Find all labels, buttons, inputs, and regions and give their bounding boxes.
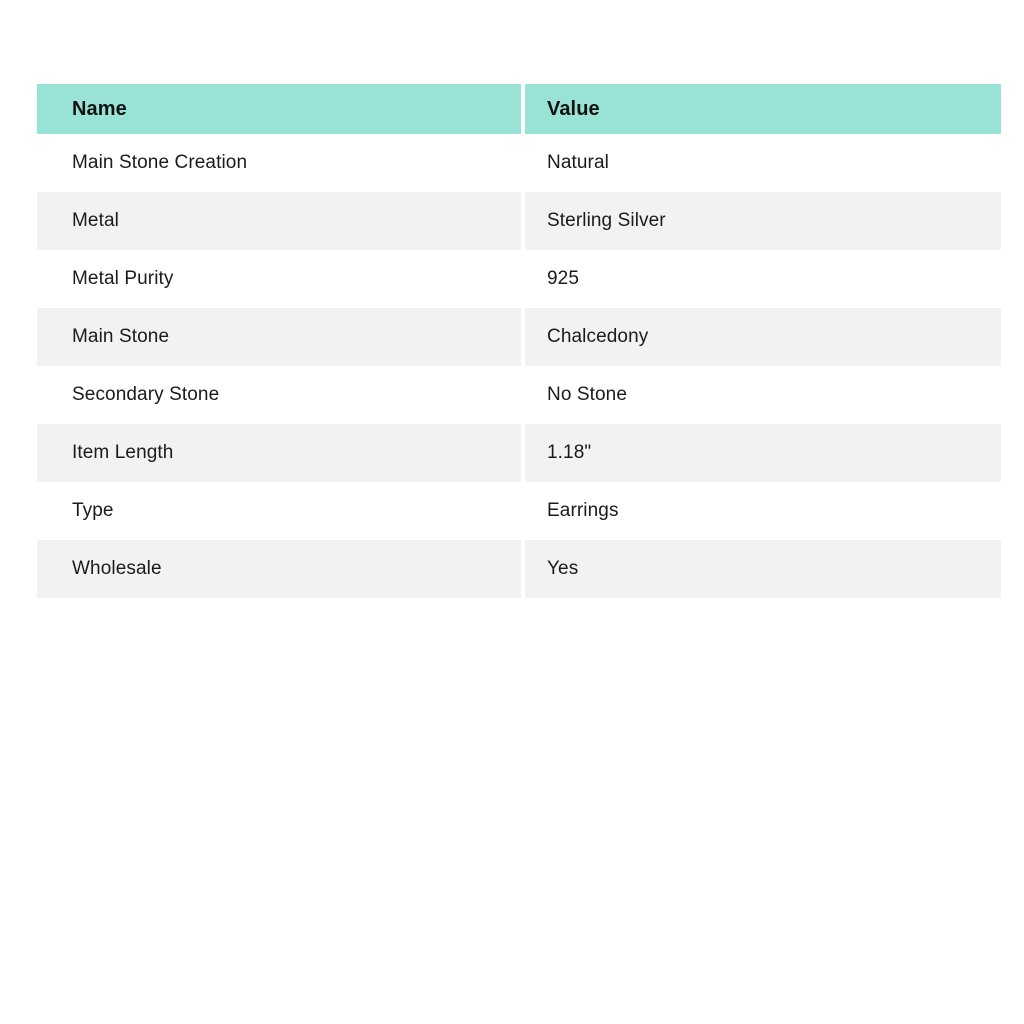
table-cell-name: Metal — [37, 192, 521, 250]
table-row — [37, 250, 1001, 308]
table-cell-value: Earrings — [525, 482, 1001, 540]
table-cell-value: Chalcedony — [525, 308, 1001, 366]
table-cell-name: Item Length — [37, 424, 521, 482]
table-row — [37, 192, 1001, 250]
table-cell-value: No Stone — [525, 366, 1001, 424]
table-row — [37, 366, 1001, 424]
table-cell-value: 925 — [525, 250, 1001, 308]
header-cell-name: Name — [37, 84, 521, 134]
table-cell-name: Type — [37, 482, 521, 540]
table-cell-name: Wholesale — [37, 540, 521, 598]
table-row — [37, 540, 1001, 598]
table-cell-name: Main Stone Creation — [37, 134, 521, 192]
header-cell-value: Value — [525, 84, 1001, 134]
table-body — [37, 134, 1001, 598]
table-cell-value: Natural — [525, 134, 1001, 192]
table-cell-name: Main Stone — [37, 308, 521, 366]
table-row — [37, 424, 1001, 482]
table-row — [37, 134, 1001, 192]
table-cell-value: 1.18" — [525, 424, 1001, 482]
table-cell-value: Yes — [525, 540, 1001, 598]
table-header-row — [37, 84, 1001, 134]
table-cell-value: Sterling Silver — [525, 192, 1001, 250]
table-row — [37, 308, 1001, 366]
table-row — [37, 482, 1001, 540]
item-specifics-table — [37, 84, 1001, 598]
table-cell-name: Secondary Stone — [37, 366, 521, 424]
table-cell-name: Metal Purity — [37, 250, 521, 308]
